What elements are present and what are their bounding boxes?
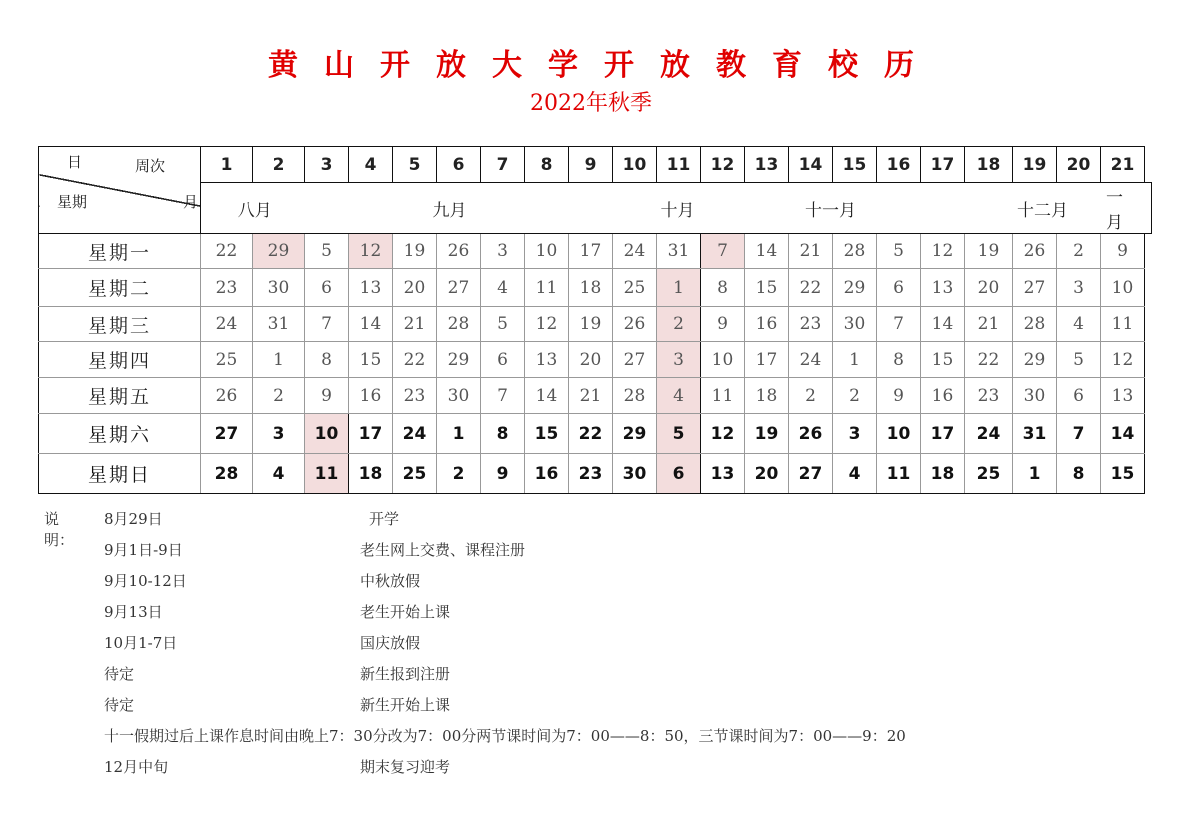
- date-cell: 17: [745, 342, 789, 378]
- week-number-cell: 7: [481, 147, 525, 183]
- week-number-cell: 1: [201, 147, 253, 183]
- date-cell: 5: [1057, 342, 1101, 378]
- date-cell: 25: [201, 342, 253, 378]
- month-label-cell: 八月: [201, 183, 305, 234]
- date-cell: 6: [1057, 378, 1101, 414]
- week-number-cell: 17: [921, 147, 965, 183]
- date-cell: 8: [701, 269, 745, 307]
- date-cell: 28: [833, 234, 877, 269]
- date-cell: 28: [201, 454, 253, 494]
- date-cell: 7: [305, 307, 349, 342]
- week-number-cell: 3: [305, 147, 349, 183]
- date-cell: 14: [745, 234, 789, 269]
- date-cell: 11: [1101, 307, 1145, 342]
- date-cell: 21: [569, 378, 613, 414]
- date-cell: 24: [393, 414, 437, 454]
- date-cell: 23: [789, 307, 833, 342]
- date-cell: 9: [481, 454, 525, 494]
- date-cell: 6: [657, 454, 701, 494]
- date-cell: 27: [789, 454, 833, 494]
- date-cell: 27: [201, 414, 253, 454]
- date-cell: 10: [877, 414, 921, 454]
- corner-header-cell: [39, 147, 201, 234]
- date-cell: 15: [349, 342, 393, 378]
- date-cell: 5: [877, 234, 921, 269]
- date-cell: 3: [657, 342, 701, 378]
- date-cell: 26: [1013, 234, 1057, 269]
- weekday-row: [39, 454, 1152, 494]
- date-cell: 3: [253, 414, 305, 454]
- date-cell: 9: [1101, 234, 1145, 269]
- weekday-row: [39, 378, 1152, 414]
- date-cell: 27: [613, 342, 657, 378]
- date-cell: 30: [613, 454, 657, 494]
- date-cell: 16: [745, 307, 789, 342]
- note-date: 10月1-7日: [104, 634, 178, 652]
- date-cell: 2: [833, 378, 877, 414]
- date-cell: 28: [613, 378, 657, 414]
- week-number-cell: 10: [613, 147, 657, 183]
- date-cell: 21: [393, 307, 437, 342]
- calendar-table: [38, 146, 1152, 494]
- date-cell: 8: [305, 342, 349, 378]
- date-cell: 1: [437, 414, 481, 454]
- date-cell: 25: [965, 454, 1013, 494]
- month-label-cell: 十二月: [921, 183, 1101, 234]
- date-cell: 9: [877, 378, 921, 414]
- weekday-row: [39, 269, 1152, 307]
- date-cell: 17: [569, 234, 613, 269]
- date-cell: 4: [481, 269, 525, 307]
- page-title: 黄山开放大学开放教育校历: [268, 48, 940, 83]
- date-cell: 11: [305, 454, 349, 494]
- week-number-cell: 8: [525, 147, 569, 183]
- date-cell: 17: [349, 414, 393, 454]
- week-number-cell: 14: [789, 147, 833, 183]
- date-cell: 12: [921, 234, 965, 269]
- date-cell: 27: [437, 269, 481, 307]
- date-cell: 13: [349, 269, 393, 307]
- date-cell: 22: [201, 234, 253, 269]
- date-cell: 23: [569, 454, 613, 494]
- note-date: 9月1日-9日: [104, 541, 183, 559]
- weekday-label: 星期四: [39, 342, 201, 378]
- corner-weekday-label: 星期: [57, 193, 88, 211]
- date-cell: 12: [525, 307, 569, 342]
- week-number-cell: 20: [1057, 147, 1101, 183]
- date-cell: 18: [921, 454, 965, 494]
- week-number-cell: 6: [437, 147, 481, 183]
- date-cell: 18: [349, 454, 393, 494]
- date-cell: 23: [393, 378, 437, 414]
- date-cell: 12: [1101, 342, 1145, 378]
- date-cell: 25: [393, 454, 437, 494]
- weekday-row: [39, 342, 1152, 378]
- weekday-label: 星期三: [39, 307, 201, 342]
- date-cell: 15: [921, 342, 965, 378]
- date-cell: 6: [305, 269, 349, 307]
- date-cell: 13: [921, 269, 965, 307]
- date-cell: 10: [305, 414, 349, 454]
- date-cell: 13: [1101, 378, 1145, 414]
- date-cell: 4: [253, 454, 305, 494]
- date-cell: 7: [1057, 414, 1101, 454]
- date-cell: 10: [701, 342, 745, 378]
- date-cell: 10: [1101, 269, 1145, 307]
- week-number-cell: 12: [701, 147, 745, 183]
- date-cell: 12: [701, 414, 745, 454]
- date-cell: 1: [1013, 454, 1057, 494]
- date-cell: 20: [965, 269, 1013, 307]
- corner-month-label: 月: [182, 193, 198, 211]
- date-cell: 6: [877, 269, 921, 307]
- date-cell: 6: [481, 342, 525, 378]
- date-cell: 14: [525, 378, 569, 414]
- weekday-label: 星期五: [39, 378, 201, 414]
- date-cell: 15: [525, 414, 569, 454]
- week-number-cell: 16: [877, 147, 921, 183]
- date-cell: 5: [481, 307, 525, 342]
- date-cell: 26: [613, 307, 657, 342]
- week-number-cell: 21: [1101, 147, 1145, 183]
- date-cell: 1: [657, 269, 701, 307]
- date-cell: 20: [745, 454, 789, 494]
- note-date: 9月13日: [104, 603, 163, 621]
- date-cell: 25: [613, 269, 657, 307]
- date-cell: 2: [657, 307, 701, 342]
- date-cell: 14: [349, 307, 393, 342]
- date-cell: 21: [965, 307, 1013, 342]
- date-cell: 20: [569, 342, 613, 378]
- week-number-cell: 4: [349, 147, 393, 183]
- date-cell: 22: [965, 342, 1013, 378]
- date-cell: 14: [1101, 414, 1145, 454]
- date-cell: 29: [1013, 342, 1057, 378]
- note-text: 新生报到注册: [360, 665, 451, 683]
- note-text: 新生开始上课: [360, 696, 451, 714]
- week-number-cell: 18: [965, 147, 1013, 183]
- date-cell: 7: [481, 378, 525, 414]
- date-cell: 14: [921, 307, 965, 342]
- weekday-row: [39, 307, 1152, 342]
- date-cell: 19: [745, 414, 789, 454]
- date-cell: 8: [1057, 454, 1101, 494]
- month-label-cell: 十月: [525, 183, 701, 234]
- note-text: 开学: [369, 510, 400, 528]
- date-cell: 15: [745, 269, 789, 307]
- corner-week-label: 周次: [135, 157, 166, 175]
- date-cell: 11: [877, 454, 921, 494]
- weekday-label: 星期一: [39, 234, 201, 269]
- date-cell: 18: [745, 378, 789, 414]
- month-label-cell: 十一月: [701, 183, 921, 234]
- date-cell: 13: [525, 342, 569, 378]
- weekday-label: 星期二: [39, 269, 201, 307]
- date-cell: 20: [393, 269, 437, 307]
- note-date: 12月中旬: [104, 758, 169, 776]
- date-cell: 22: [393, 342, 437, 378]
- date-cell: 28: [1013, 307, 1057, 342]
- date-cell: 9: [305, 378, 349, 414]
- date-cell: 18: [569, 269, 613, 307]
- date-cell: 7: [877, 307, 921, 342]
- date-cell: 27: [1013, 269, 1057, 307]
- date-cell: 1: [833, 342, 877, 378]
- date-cell: 24: [201, 307, 253, 342]
- page-subtitle: 2022年秋季: [530, 91, 652, 116]
- weekday-row: [39, 414, 1152, 454]
- week-number-cell: 2: [253, 147, 305, 183]
- date-cell: 30: [1013, 378, 1057, 414]
- date-cell: 1: [253, 342, 305, 378]
- date-cell: 29: [253, 234, 305, 269]
- date-cell: 22: [569, 414, 613, 454]
- note-text: 中秋放假: [360, 572, 421, 590]
- date-cell: 24: [789, 342, 833, 378]
- date-cell: 12: [349, 234, 393, 269]
- date-cell: 4: [833, 454, 877, 494]
- date-cell: 31: [253, 307, 305, 342]
- date-cell: 5: [305, 234, 349, 269]
- date-cell: 22: [789, 269, 833, 307]
- date-cell: 8: [481, 414, 525, 454]
- date-cell: 11: [701, 378, 745, 414]
- note-text: 期末复习迎考: [360, 758, 451, 776]
- week-number-cell: 13: [745, 147, 789, 183]
- weekday-label: 星期六: [39, 414, 201, 454]
- date-cell: 9: [701, 307, 745, 342]
- date-cell: 24: [613, 234, 657, 269]
- date-cell: 11: [525, 269, 569, 307]
- weekday-label: 星期日: [39, 454, 201, 494]
- week-number-cell: 15: [833, 147, 877, 183]
- date-cell: 21: [789, 234, 833, 269]
- week-number-cell: 19: [1013, 147, 1057, 183]
- date-cell: 29: [833, 269, 877, 307]
- date-cell: 19: [569, 307, 613, 342]
- date-cell: 23: [201, 269, 253, 307]
- date-cell: 3: [833, 414, 877, 454]
- date-cell: 3: [481, 234, 525, 269]
- date-cell: 31: [1013, 414, 1057, 454]
- date-cell: 16: [525, 454, 569, 494]
- date-cell: 2: [1057, 234, 1101, 269]
- note-text: 国庆放假: [360, 634, 421, 652]
- date-cell: 2: [253, 378, 305, 414]
- week-number-cell: 5: [393, 147, 437, 183]
- date-cell: 13: [701, 454, 745, 494]
- date-cell: 7: [701, 234, 745, 269]
- date-cell: 31: [657, 234, 701, 269]
- date-cell: 26: [201, 378, 253, 414]
- note-date: 9月10-12日: [104, 572, 187, 590]
- weekday-row: [39, 234, 1152, 269]
- date-cell: 28: [437, 307, 481, 342]
- date-cell: 10: [525, 234, 569, 269]
- date-cell: 4: [1057, 307, 1101, 342]
- date-cell: 29: [613, 414, 657, 454]
- date-cell: 19: [393, 234, 437, 269]
- note-text: 老生开始上课: [360, 603, 451, 621]
- date-cell: 19: [965, 234, 1013, 269]
- notes-heading: 说明：: [44, 510, 75, 549]
- corner-day-label: 日: [67, 153, 83, 171]
- date-cell: 15: [1101, 454, 1145, 494]
- note-text: 老生网上交费、课程注册: [360, 541, 526, 559]
- date-cell: 26: [789, 414, 833, 454]
- date-cell: 3: [1057, 269, 1101, 307]
- month-label-cell: 九月: [305, 183, 525, 234]
- note-schedule-change: 十一假期过后上课作息时间由晚上7：30分改为7：00分两节课时间为7：00——8：50，三节课时间为7：00——9：20: [104, 727, 906, 745]
- date-cell: 16: [921, 378, 965, 414]
- date-cell: 17: [921, 414, 965, 454]
- date-cell: 5: [657, 414, 701, 454]
- note-date: 待定: [104, 696, 135, 714]
- date-cell: 26: [437, 234, 481, 269]
- date-cell: 30: [437, 378, 481, 414]
- date-cell: 16: [349, 378, 393, 414]
- date-cell: 2: [789, 378, 833, 414]
- date-cell: 30: [833, 307, 877, 342]
- week-number-cell: 9: [569, 147, 613, 183]
- date-cell: 23: [965, 378, 1013, 414]
- date-cell: 2: [437, 454, 481, 494]
- date-cell: 29: [437, 342, 481, 378]
- week-number-cell: 11: [657, 147, 701, 183]
- date-cell: 8: [877, 342, 921, 378]
- date-cell: 30: [253, 269, 305, 307]
- date-cell: 24: [965, 414, 1013, 454]
- note-date: 8月29日: [104, 510, 163, 528]
- note-date: 待定: [104, 665, 135, 683]
- date-cell: 4: [657, 378, 701, 414]
- month-label-cell: 一月: [1101, 183, 1152, 234]
